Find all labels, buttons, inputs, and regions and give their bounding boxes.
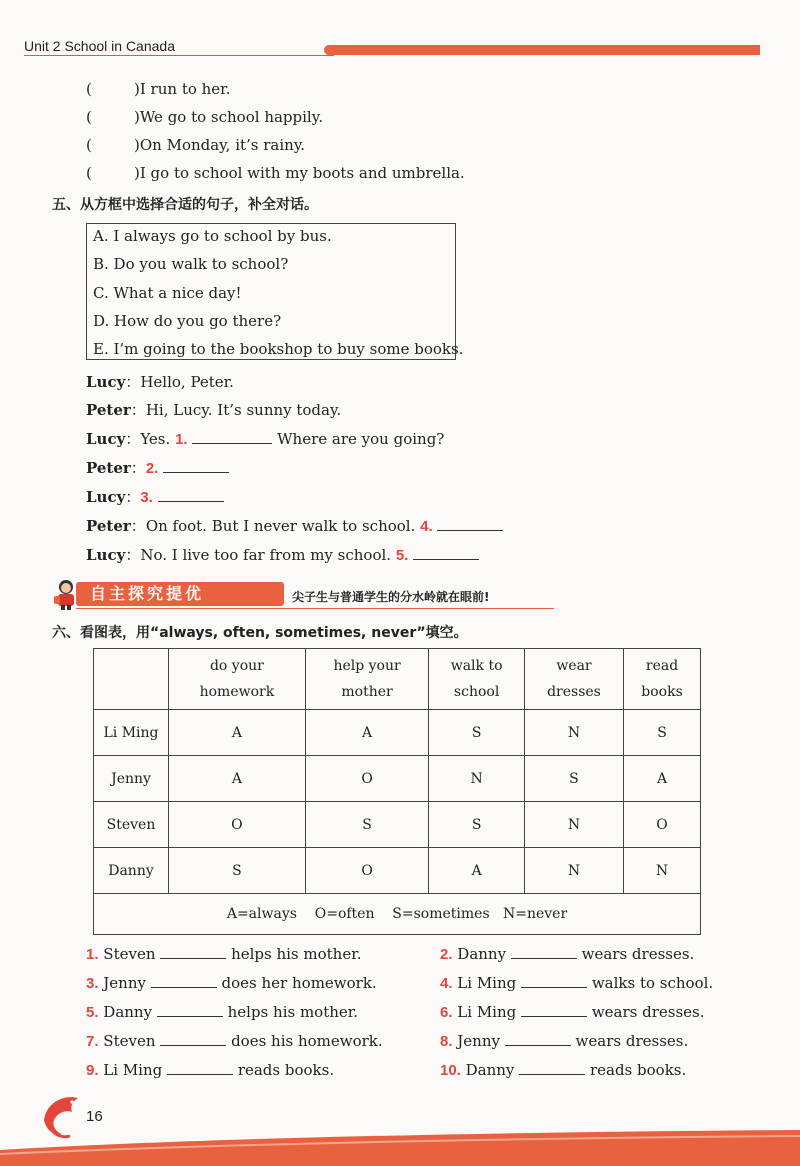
speaker: Lucy bbox=[86, 488, 126, 506]
answer-blank[interactable] bbox=[521, 973, 587, 988]
answer-blank[interactable] bbox=[192, 429, 272, 444]
question-item: 7. Steven does his homework. bbox=[86, 1032, 383, 1050]
header-rule bbox=[24, 55, 334, 56]
banner-rule bbox=[76, 608, 554, 609]
dialogue-line: Lucy：3. bbox=[86, 486, 224, 507]
table-cell: N bbox=[429, 756, 525, 802]
ordering-item: ( )I run to her. bbox=[86, 80, 231, 98]
table-cell: A bbox=[429, 848, 525, 894]
table-cell: S bbox=[524, 756, 623, 802]
table-cell: O bbox=[624, 802, 701, 848]
table-cell: S bbox=[305, 802, 429, 848]
unit-title: Unit 2 School in Canada bbox=[24, 38, 175, 54]
dialogue-line: Lucy：Hello, Peter. bbox=[86, 373, 234, 391]
blank-number: 2. bbox=[145, 460, 159, 477]
table-row bbox=[94, 802, 701, 848]
table-row bbox=[94, 710, 701, 756]
ordering-item: ( )On Monday, it’s rainy. bbox=[86, 136, 306, 154]
table-cell: S bbox=[624, 710, 701, 756]
dialogue-line: Lucy：No. I live too far from my school. 5. bbox=[86, 544, 479, 565]
question-item: 3. Jenny does her homework. bbox=[86, 974, 377, 992]
table-cell: O bbox=[169, 802, 306, 848]
banner-label: 自主探究提优 bbox=[76, 582, 284, 606]
blank-number: 4. bbox=[420, 518, 433, 535]
row-name: Jenny bbox=[94, 756, 169, 802]
row-name: Li Ming bbox=[94, 710, 169, 756]
dialogue-line: Peter：Hi, Lucy. It’s sunny today. bbox=[86, 401, 342, 419]
answer-blank[interactable] bbox=[158, 487, 224, 502]
ordering-item: ( )We go to school happily. bbox=[86, 108, 323, 126]
dialogue-line: Lucy：Yes. 1. Where are you going? bbox=[86, 430, 445, 448]
banner-tagline: 尖子生与普通学生的分水岭就在眼前! bbox=[292, 590, 490, 604]
question-item: 6. Li Ming wears dresses. bbox=[440, 1003, 705, 1021]
answer-blank[interactable] bbox=[521, 1002, 587, 1017]
answer-blank[interactable] bbox=[163, 458, 229, 473]
answer-blank[interactable] bbox=[519, 1060, 585, 1075]
table-cell: O bbox=[305, 756, 429, 802]
ordering-item: ( )I go to school with my boots and umbrella. bbox=[86, 164, 465, 182]
table-row bbox=[94, 756, 701, 802]
question-item: 2. Danny wears dresses. bbox=[440, 945, 695, 963]
table-cell: N bbox=[524, 802, 623, 848]
speaker: Peter bbox=[86, 517, 131, 535]
column-header: walk to school bbox=[429, 649, 525, 710]
table-cell: S bbox=[429, 802, 525, 848]
section6-title: 六、看图表，用“always, often, sometimes, never”填空。 bbox=[52, 625, 468, 641]
table-cell: A bbox=[169, 756, 306, 802]
blank-number: 1. bbox=[175, 431, 188, 448]
answer-blank[interactable] bbox=[160, 944, 226, 959]
blank-number: 3. bbox=[140, 489, 153, 506]
answer-blank[interactable] bbox=[151, 973, 217, 988]
question-item: 1. Steven helps his mother. bbox=[86, 945, 362, 963]
table-cell: N bbox=[524, 848, 623, 894]
table-corner-cell bbox=[94, 649, 169, 710]
question-item: 4. Li Ming walks to school. bbox=[440, 974, 714, 992]
question-item: 9. Li Ming reads books. bbox=[86, 1061, 335, 1079]
speaker: Lucy bbox=[86, 373, 126, 391]
table-row bbox=[94, 848, 701, 894]
option-e: E. I’m going to the bookshop to buy some books. bbox=[93, 340, 464, 358]
answer-blank[interactable] bbox=[511, 944, 577, 959]
table-cell: A bbox=[305, 710, 429, 756]
table-cell: A bbox=[169, 710, 306, 756]
options-box bbox=[86, 223, 464, 360]
speaker: Peter bbox=[86, 401, 131, 419]
table-cell: S bbox=[429, 710, 525, 756]
column-header: help your mother bbox=[305, 649, 429, 710]
dolphin-mascot-icon bbox=[38, 1090, 86, 1140]
column-header: do your homework bbox=[169, 649, 306, 710]
row-name: Danny bbox=[94, 848, 169, 894]
table-legend: A=always O=often S=sometimes N=never bbox=[94, 894, 701, 935]
dialogue-line: Peter：On foot. But I never walk to school. 4. bbox=[86, 515, 503, 536]
section5-title: 五、从方框中选择合适的句子，补全对话。 bbox=[52, 197, 318, 213]
answer-blank[interactable] bbox=[167, 1060, 233, 1075]
column-header: read books bbox=[624, 649, 701, 710]
page-number: 16 bbox=[86, 1108, 103, 1125]
inquiry-banner bbox=[52, 578, 512, 612]
answer-blank[interactable] bbox=[160, 1031, 226, 1046]
frequency-table bbox=[93, 648, 701, 935]
table-cell: S bbox=[169, 848, 306, 894]
table-cell: N bbox=[524, 710, 623, 756]
speaker: Lucy bbox=[86, 430, 126, 448]
question-item: 8. Jenny wears dresses. bbox=[440, 1032, 689, 1050]
option-c: C. What a nice day! bbox=[93, 284, 242, 302]
table-cell: O bbox=[305, 848, 429, 894]
question-item: 10. Danny reads books. bbox=[440, 1061, 687, 1079]
column-header: wear dresses bbox=[524, 649, 623, 710]
footer-wave bbox=[0, 1130, 800, 1166]
table-cell: A bbox=[624, 756, 701, 802]
table-cell: N bbox=[624, 848, 701, 894]
page-header bbox=[0, 0, 800, 60]
answer-blank[interactable] bbox=[505, 1031, 571, 1046]
header-bar bbox=[324, 45, 760, 55]
dialogue-line: Peter：2. bbox=[86, 457, 229, 478]
answer-blank[interactable] bbox=[157, 1002, 223, 1017]
option-b: B. Do you walk to school? bbox=[93, 255, 289, 273]
row-name: Steven bbox=[94, 802, 169, 848]
table-legend-row bbox=[94, 894, 701, 935]
table-header-row bbox=[94, 649, 701, 710]
speaker: Lucy bbox=[86, 546, 126, 564]
answer-blank[interactable] bbox=[413, 545, 479, 560]
blank-number: 5. bbox=[395, 547, 409, 564]
question-item: 5. Danny helps his mother. bbox=[86, 1003, 359, 1021]
answer-blank[interactable] bbox=[437, 516, 503, 531]
speaker: Peter bbox=[86, 459, 131, 477]
option-d: D. How do you go there? bbox=[93, 312, 282, 330]
paren: ( bbox=[86, 80, 92, 98]
option-a: A. I always go to school by bus. bbox=[93, 227, 332, 245]
